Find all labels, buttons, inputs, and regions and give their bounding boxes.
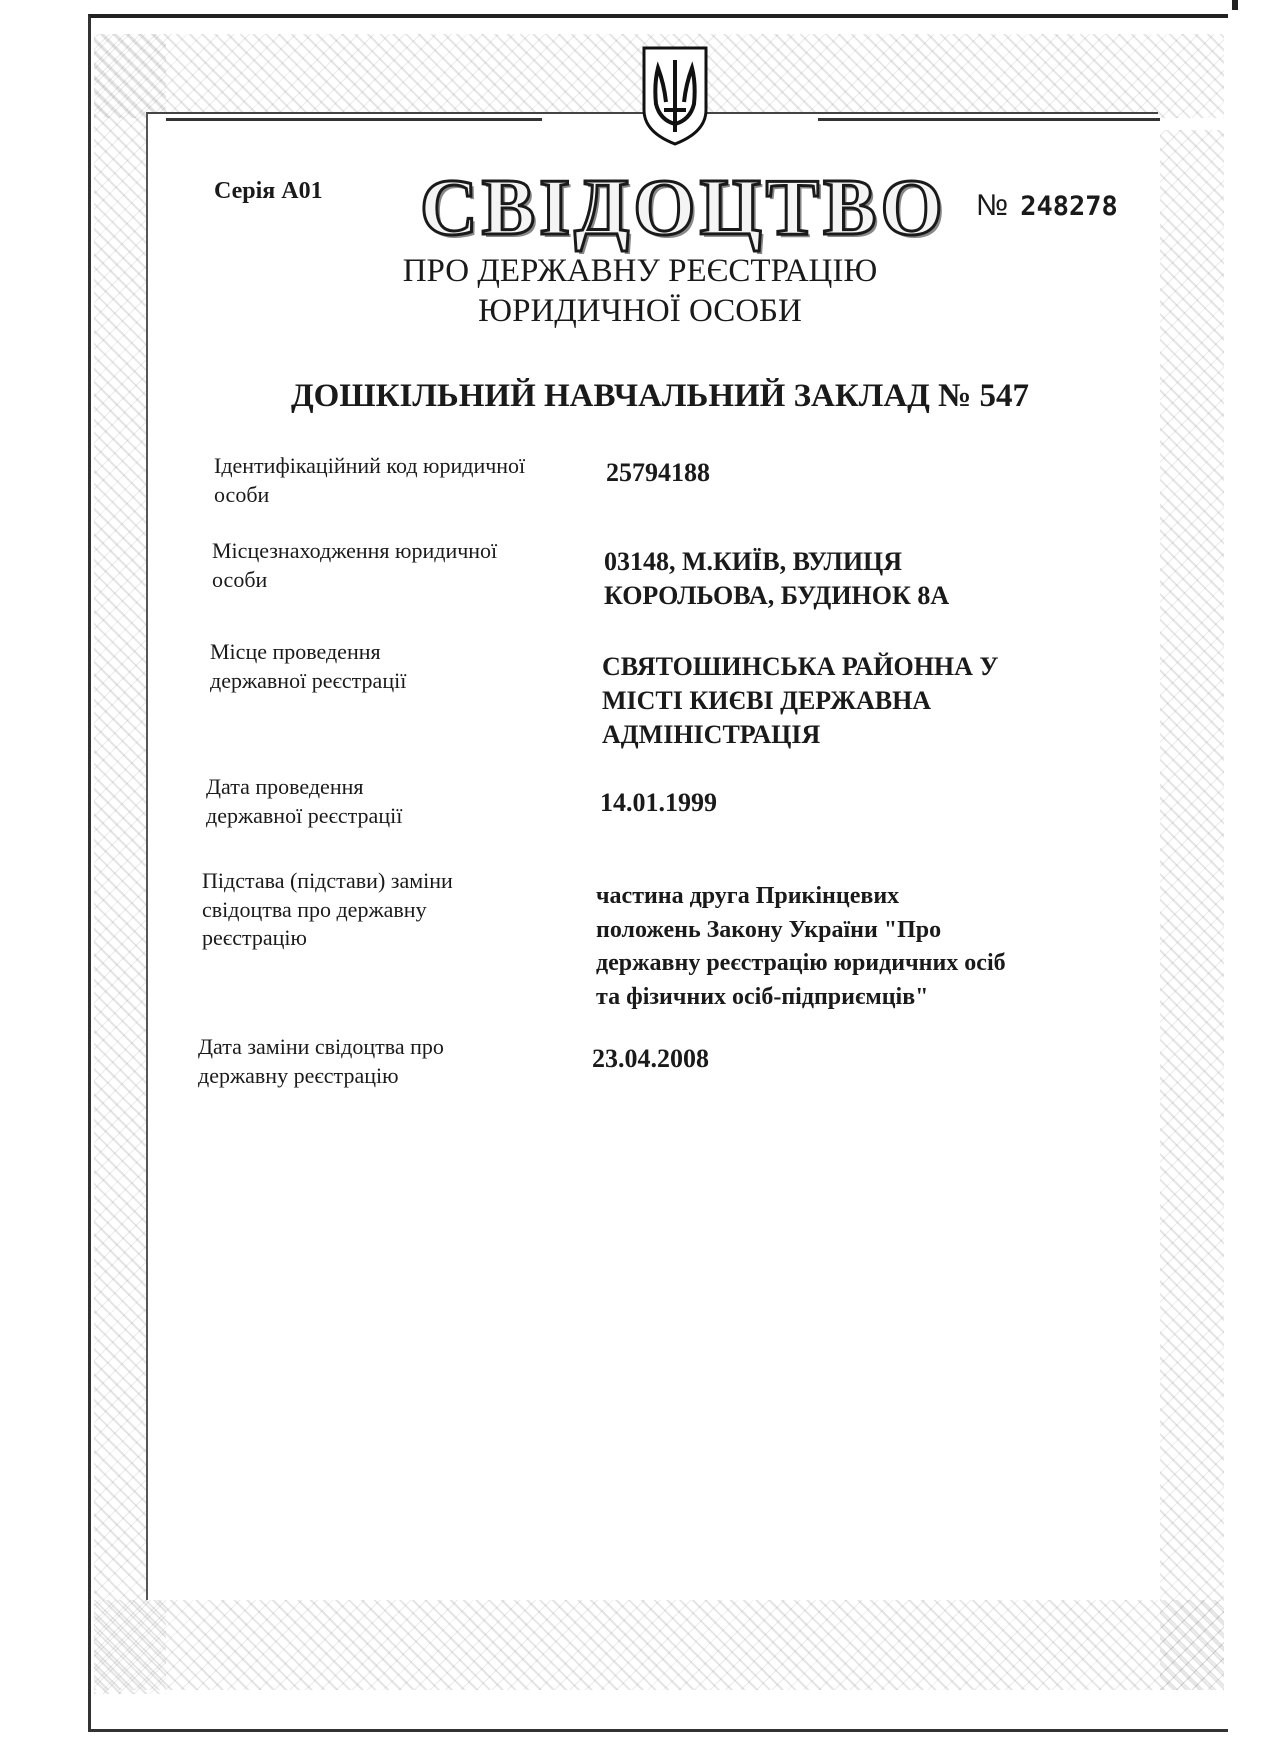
field-label-registration-date xyxy=(206,773,576,830)
label-line: Підстава (підстави) заміни xyxy=(202,868,453,893)
field-label-replacement-date xyxy=(198,1033,568,1090)
number-value: 248278 xyxy=(1020,191,1118,222)
certificate-body xyxy=(146,112,1158,1600)
label-line: реєстрацію xyxy=(202,925,307,951)
value-line: КОРОЛЬОВА, БУДИНОК 8А xyxy=(604,580,950,610)
field-label-registration-place xyxy=(210,638,580,695)
label-line: Місце проведення xyxy=(210,639,381,664)
field-value-registration-place xyxy=(602,650,1162,751)
value-line: 14.01.1999 xyxy=(600,788,717,817)
label-line: Ідентифікаційний код юридичної xyxy=(214,453,526,478)
field-label-replacement-basis xyxy=(202,867,572,953)
field-value-registration-date xyxy=(600,786,1160,820)
label-line: державної реєстрації xyxy=(206,802,403,828)
value-line: 23.04.2008 xyxy=(592,1044,709,1073)
ornamental-border-right xyxy=(1160,130,1224,1690)
label-line: Дата заміни свідоцтва про xyxy=(198,1034,444,1059)
value-line: СВЯТОШИНСЬКА РАЙОННА У xyxy=(602,652,999,681)
value-line: частина друга Прикінцевих xyxy=(596,883,900,909)
field-label-address xyxy=(212,537,582,594)
certificate-number xyxy=(976,188,1118,223)
label-line: особи xyxy=(214,481,270,507)
field-label-id-code xyxy=(214,452,584,509)
label-line: Місцезнаходження юридичної xyxy=(212,538,498,563)
series-label: Серія А01 xyxy=(214,178,323,204)
subtitle-line-2: ЮРИДИЧНОЇ ОСОБИ xyxy=(478,293,802,329)
trident-coat-of-arms-icon xyxy=(630,40,720,150)
field-value-id-code xyxy=(606,456,1166,490)
value-line: АДМІНІСТРАЦІЯ xyxy=(602,719,821,749)
value-line: державну реєстрацію юридичних осіб xyxy=(596,950,1006,977)
value-line: МІСТІ КИЄВІ ДЕРЖАВНА xyxy=(602,685,932,715)
label-line: державної реєстрації xyxy=(210,667,407,693)
label-line: Дата проведення xyxy=(206,774,364,799)
certificate-title: СВІДОЦТВО xyxy=(420,164,947,252)
entity-name: ДОШКІЛЬНИЙ НАВЧАЛЬНИЙ ЗАКЛАД № 547 xyxy=(290,378,1030,414)
subtitle-line-1: ПРО ДЕРЖАВНУ РЕЄСТРАЦІЮ xyxy=(402,253,878,289)
label-line: свідоцтва про державну xyxy=(202,896,427,922)
ornamental-border-bottom xyxy=(94,1600,1224,1690)
value-line: та фізичних осіб-підприємців" xyxy=(596,983,929,1010)
value-line: 25794188 xyxy=(606,458,710,487)
field-value-replacement-date xyxy=(592,1042,1152,1076)
value-line: положень Закону України "Про xyxy=(596,916,942,943)
number-sign: № xyxy=(976,189,1009,222)
field-value-address xyxy=(604,545,1164,613)
scan-edge-mark xyxy=(1232,0,1238,10)
label-line: особи xyxy=(212,566,268,592)
top-rule-right xyxy=(818,118,1160,121)
top-rule-left xyxy=(166,118,542,121)
field-value-replacement-basis xyxy=(596,880,1136,1014)
value-line: 03148, М.КИЇВ, ВУЛИЦЯ xyxy=(604,547,903,576)
label-line: державну реєстрацію xyxy=(198,1062,399,1088)
